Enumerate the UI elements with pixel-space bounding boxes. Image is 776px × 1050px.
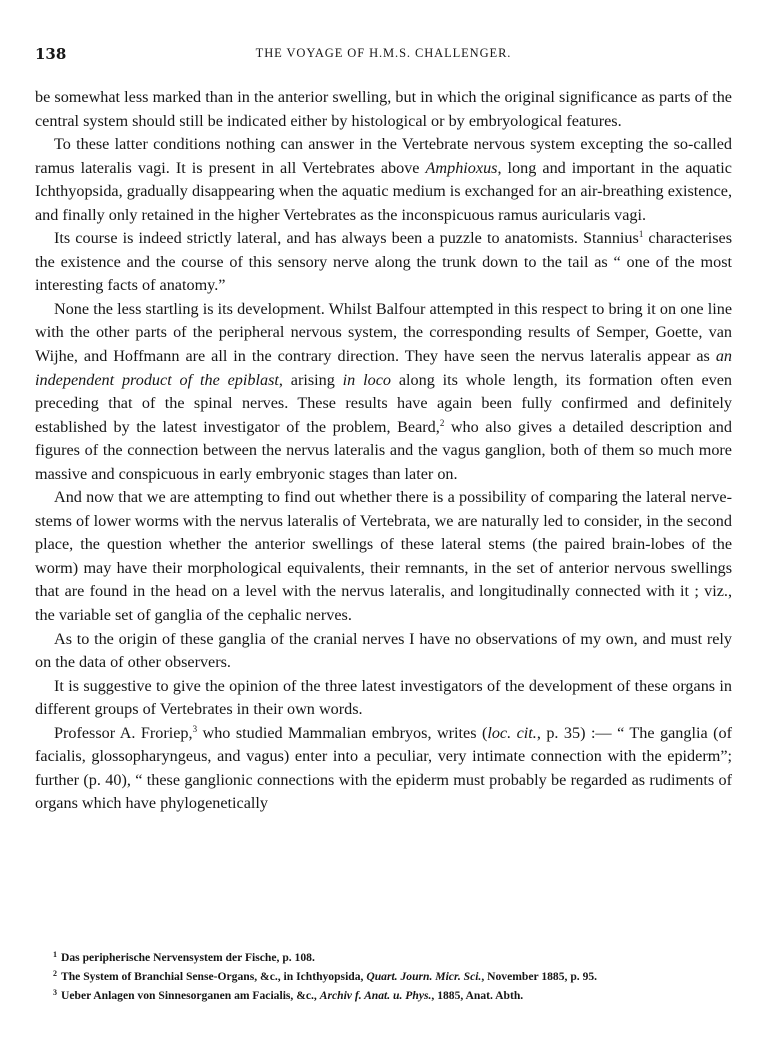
paragraph <box>35 133 732 227</box>
text-run: be somewhat less marked than in the anterior swelling, but in which the original significance as parts of the central system should still be indicated either by histological or by embryological features. <box>35 88 732 130</box>
text-run: To these latter conditions nothing can answer in the Vertebrate nervous system excepting the so-called ramus lateralis vagi. It is present in all Vertebrates above <box>35 135 732 177</box>
running-title: THE VOYAGE OF H.M.S. CHALLENGER. <box>255 46 512 60</box>
text-run: The System of Branchial Sense-Organs, &c., in Ichthyopsida, <box>61 970 367 983</box>
paragraph <box>35 722 732 816</box>
paragraph <box>35 298 732 486</box>
italic-text: Archiv f. Anat. u. Phys. <box>319 989 432 1002</box>
footnote-reference: 2 <box>439 417 445 428</box>
text-run: It is suggestive to give the opinion of the three latest investigators of the development of these organs in different groups of Vertebrates in their own words. <box>35 676 732 719</box>
text-run: who also gives a detailed description and figures of the connection between the nervus lateralis and the vagus ganglion, both of them so much more massive and conspicuous in early embryonic stages than later on. <box>35 417 732 483</box>
footnote-reference: 3 <box>192 723 198 734</box>
italic-text: an independent product of the epiblast <box>35 347 732 389</box>
text-run: who studied Mammalian embryos, writes ( <box>197 723 488 742</box>
paragraph <box>35 628 732 675</box>
text-run: Professor A. Froriep, <box>54 723 193 742</box>
text-run: , p. 35) :— “ The ganglia (of facialis, glossopharyngeus, and vagus) enter into a peculiar, very intimate connection with the epiderm”; further (p. 40), “ these ganglionic connections with the epiderm must probably be regarded as rudiments of organs which have phylogenetically <box>35 723 732 813</box>
footnote-mark: 2 <box>53 969 57 978</box>
text-run: Das peripherische Nervensystem der Fische, p. 108. <box>61 951 315 964</box>
paragraph <box>35 675 732 722</box>
text-run: , arising <box>278 370 343 389</box>
page-number: 138 <box>35 45 67 63</box>
footnote <box>53 966 733 985</box>
footnote <box>53 985 733 1004</box>
italic-text: in loco <box>342 370 391 389</box>
italic-text: Quart. Journ. Micr. Sci. <box>366 970 482 983</box>
text-run: Its course is indeed strictly lateral, and has always been a puzzle to anatomists. Stannius <box>54 229 639 248</box>
text-run: , long and important in the aquatic Ichthyopsida, gradually disappearing when the aquatic medium is exchanged for an air-breathing existence, and finally only retained in the higher Vertebrates as the inconspicuous ramus auricularis vagi. <box>35 158 732 224</box>
footnotes <box>53 947 733 1004</box>
text-run: , 1885, Anat. Abth. <box>431 989 524 1002</box>
paragraph <box>35 486 732 627</box>
footnote-reference: 1 <box>638 229 644 240</box>
body-text <box>35 86 732 816</box>
paragraph <box>35 227 732 298</box>
text-run: , November 1885, p. 95. <box>481 970 598 983</box>
footnote <box>53 947 733 966</box>
italic-text: loc. cit. <box>487 723 537 742</box>
text-run: None the less startling is its development. Whilst Balfour attempted in this respect to bring it on one line with the other parts of the peripheral nervous system, the corresponding results of Semper, Goette, van Wijhe, and Hoffmann are all in the contrary direction. They have seen the nervus lateralis appear as <box>35 299 732 366</box>
paragraph <box>35 86 732 133</box>
running-head <box>35 45 732 67</box>
footnote-mark: 3 <box>53 988 57 997</box>
text-run: As to the origin of these ganglia of the cranial nerves I have no observations of my own, and must rely on the data of other observers. <box>35 629 732 672</box>
footnote-mark: 1 <box>53 950 57 959</box>
text-run: characterises the existence and the course of this sensory nerve along the trunk down to the tail as “ one of the most interesting facts of anatomy.” <box>35 229 732 295</box>
italic-text: Amphioxus <box>425 158 498 177</box>
text-run: And now that we are attempting to find out whether there is a possibility of comparing the lateral nerve-stems of lower worms with the nervus lateralis of Vertebrata, we are naturally led to consider, in the second place, the question whether the anterior swellings of these lateral stems (the paired brain-lobes of the worm) may have their morphological equivalents, their remnants, in the set of anterior nervous swellings that are found in the head on a level with the nervus lateralis, and longitudinally connected with it ; viz., the variable set of ganglia of the cephalic nerves. <box>35 488 732 625</box>
text-run: along its whole length, its formation often even preceding that of the spinal nerves. These results have again been fully confirmed and definitely established by the latest investigator of the problem, Beard, <box>35 370 732 436</box>
text-run: Ueber Anlagen von Sinnesorganen am Facialis, &c., <box>61 989 320 1002</box>
